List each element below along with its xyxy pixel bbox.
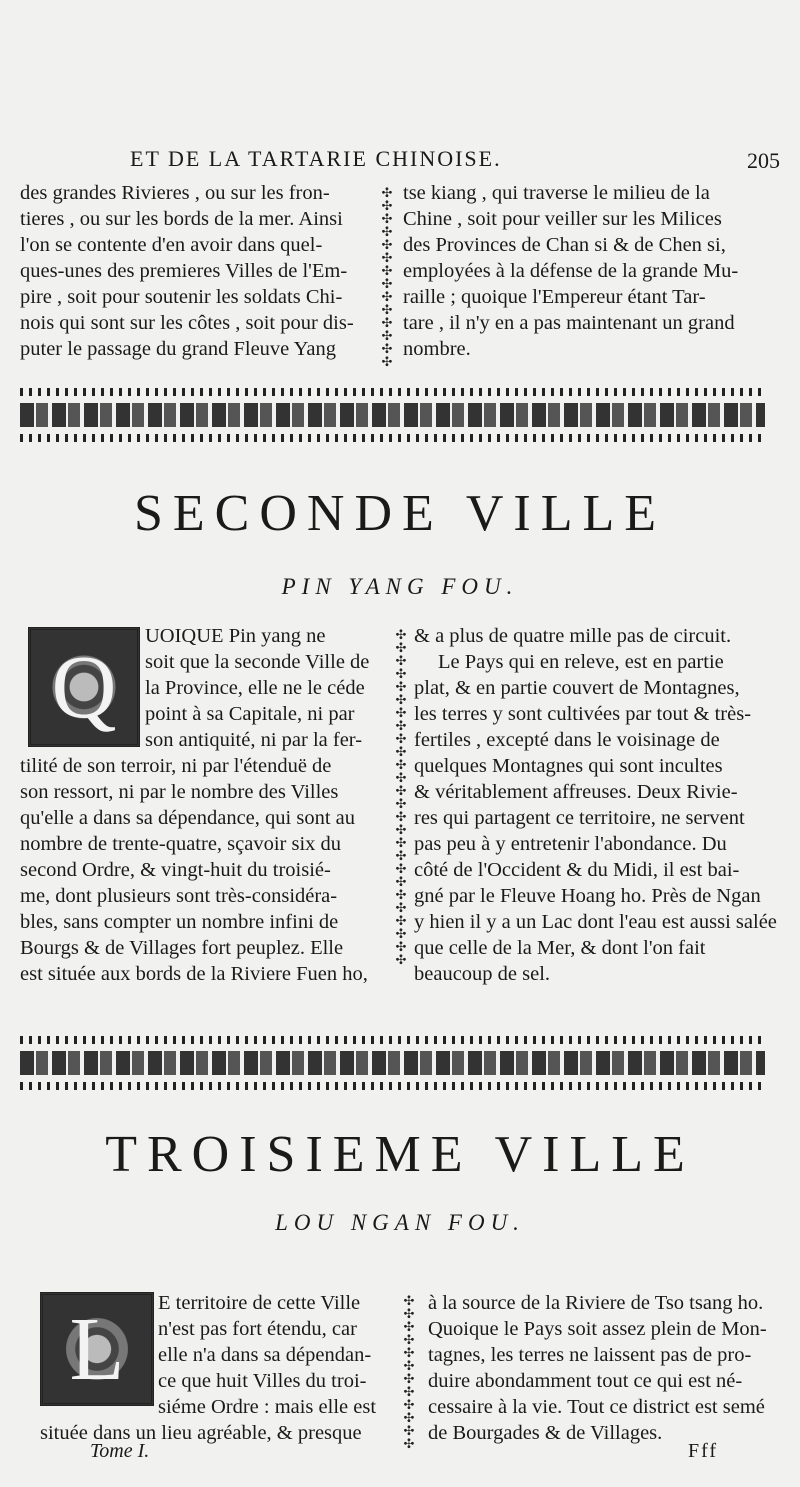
- text-line: elle n'a dans sa dépendan-: [158, 1344, 372, 1366]
- text-line: tare , il n'y en a pas maintenant un grand: [403, 312, 735, 334]
- text-line: nois qui sont sur les côtes , soit pour dis-: [20, 312, 354, 334]
- section1-right-column: [414, 623, 777, 987]
- text-line: me, dont plusieurs sont très-considéra-: [20, 885, 338, 907]
- text-line: des grandes Rivieres , ou sur les fron-: [20, 182, 330, 204]
- text-line: Bourgs & de Villages fort peuplez. Elle: [20, 937, 344, 959]
- header-title: ET DE LA TARTARIE CHINOISE.: [130, 146, 502, 171]
- text-line: la Province, elle ne le céde: [145, 677, 365, 699]
- text-line: quelques Montagnes qui sont incultes: [414, 755, 723, 777]
- text-line: E territoire de cette Ville: [158, 1292, 361, 1314]
- text-line: les terres y sont cultivées par tout & très-: [414, 703, 752, 725]
- text-line: Chine , soit pour veiller sur les Milices: [403, 208, 722, 230]
- ornamental-band: [20, 1036, 765, 1090]
- text-line: employées à la défense de la grande Mu-: [403, 260, 739, 282]
- top-left-column: [20, 180, 368, 362]
- text-line: son ressort, ni par le nombre des Villes: [20, 781, 339, 803]
- text-line: nombre.: [403, 338, 471, 360]
- text-line: tse kiang , qui traverse le milieu de la: [403, 182, 710, 204]
- section-subtitle: LOU NGAN FOU.: [275, 1210, 525, 1235]
- text-line: Le Pays qui en releve, est en partie: [438, 651, 724, 673]
- text-line: de Bourgades & de Villages.: [428, 1422, 663, 1444]
- text-line: beaucoup de sel.: [414, 963, 551, 985]
- text-line: & a plus de quatre mille pas de circuit.: [414, 625, 732, 647]
- volume-label: Tome I.: [90, 1440, 150, 1462]
- text-line: qu'elle a dans sa dépendance, qui sont au: [20, 807, 355, 829]
- text-line: cessaire à la vie. Tout ce district est semé: [428, 1396, 765, 1418]
- section2-left-indented: [158, 1290, 390, 1420]
- signature-mark: Fff: [688, 1440, 719, 1462]
- dropcap-initial: L: [40, 1292, 154, 1406]
- section-title: SECONDE VILLE: [133, 485, 666, 542]
- text-line: son antiquité, ni par la fer-: [145, 729, 363, 751]
- text-line: point à sa Capitale, ni par: [145, 703, 355, 725]
- ornamental-band: [20, 388, 765, 442]
- text-line: pas peu à y entretenir l'abondance. Du: [414, 833, 727, 855]
- section1-left-column: [20, 753, 385, 987]
- column-divider-ornament: ✣ ✣ ✣ ✣ ✣ ✣ ✣ ✣ ✣ ✣ ✣ ✣ ✣ ✣ ✣ ✣ ✣ ✣ ✣ ✣ ✣ ✣ ✣ ✣ ✣ ✣: [395, 627, 407, 967]
- text-line: ce que huit Villes du troi-: [158, 1370, 367, 1392]
- text-line: tieres , ou sur les bords de la mer. Ainsi: [20, 208, 343, 230]
- column-divider-ornament: ✣ ✣ ✣ ✣ ✣ ✣ ✣ ✣ ✣ ✣ ✣ ✣ ✣ ✣: [381, 185, 393, 369]
- text-line: tilité de son terroir, ni par l'étenduë de: [20, 755, 332, 777]
- text-line: côté de l'Occident & du Midi, il est bai-: [414, 859, 740, 881]
- text-line: fertiles , excepté dans le voisinage de: [414, 729, 720, 751]
- text-line: soit que la seconde Ville de: [145, 651, 370, 673]
- text-line: que celle de la Mer, & dont l'on fait: [414, 937, 706, 959]
- dropcap-initial: Q: [28, 627, 140, 747]
- section2-right-column: [428, 1290, 773, 1446]
- column-divider-ornament: ✣ ✣ ✣ ✣ ✣ ✣ ✣ ✣ ✣ ✣ ✣ ✣: [403, 1293, 415, 1451]
- page-number: 205: [747, 148, 780, 173]
- section-title: TROISIEME VILLE: [105, 1126, 695, 1183]
- text-line: gné par le Fleuve Hoang ho. Près de Ngan: [414, 885, 761, 907]
- text-line: plat, & en partie couvert de Montagnes,: [414, 677, 740, 699]
- text-line: duire abondamment tout ce qui est né-: [428, 1370, 743, 1392]
- text-line: y hien il y a un Lac dont l'eau est aussi salée: [414, 911, 777, 933]
- text-line: n'est pas fort étendu, car: [158, 1318, 357, 1340]
- text-line: nombre de trente-quatre, sçavoir six du: [20, 833, 342, 855]
- text-line: pire , soit pour soutenir les soldats Chi-: [20, 286, 343, 308]
- section1-left-indented: [145, 623, 385, 753]
- text-line: est située aux bords de la Riviere Fuen ho,: [20, 963, 368, 985]
- text-line: UOIQUE Pin yang ne: [145, 625, 326, 647]
- text-line: & véritablement affreuses. Deux Rivie-: [414, 781, 738, 803]
- top-right-column: [403, 180, 765, 362]
- text-line: l'on se contente d'en avoir dans quel-: [20, 234, 323, 256]
- text-line: puter le passage du grand Fleuve Yang: [20, 338, 336, 360]
- text-line: ques-unes des premieres Villes de l'Em-: [20, 260, 348, 282]
- text-line: tagnes, les terres ne laissent pas de pro-: [428, 1344, 752, 1366]
- running-header: [130, 146, 780, 176]
- section-subtitle: PIN YANG FOU.: [281, 574, 519, 599]
- text-line: à la source de la Riviere de Tso tsang ho.: [428, 1292, 764, 1314]
- text-line: second Ordre, & vingt-huit du troisié-: [20, 859, 331, 881]
- text-line: Quoique le Pays soit assez plein de Mon-: [428, 1318, 767, 1340]
- text-line: raille ; quoique l'Empereur étant Tar-: [403, 286, 706, 308]
- text-line: des Provinces de Chan si & de Chen si,: [403, 234, 726, 256]
- text-line: située dans un lieu agréable, & presque: [40, 1422, 362, 1444]
- text-line: res qui partagent ce territoire, ne servent: [414, 807, 745, 829]
- text-line: bles, sans compter un nombre infini de: [20, 911, 339, 933]
- text-line: siéme Ordre : mais elle est: [158, 1396, 377, 1418]
